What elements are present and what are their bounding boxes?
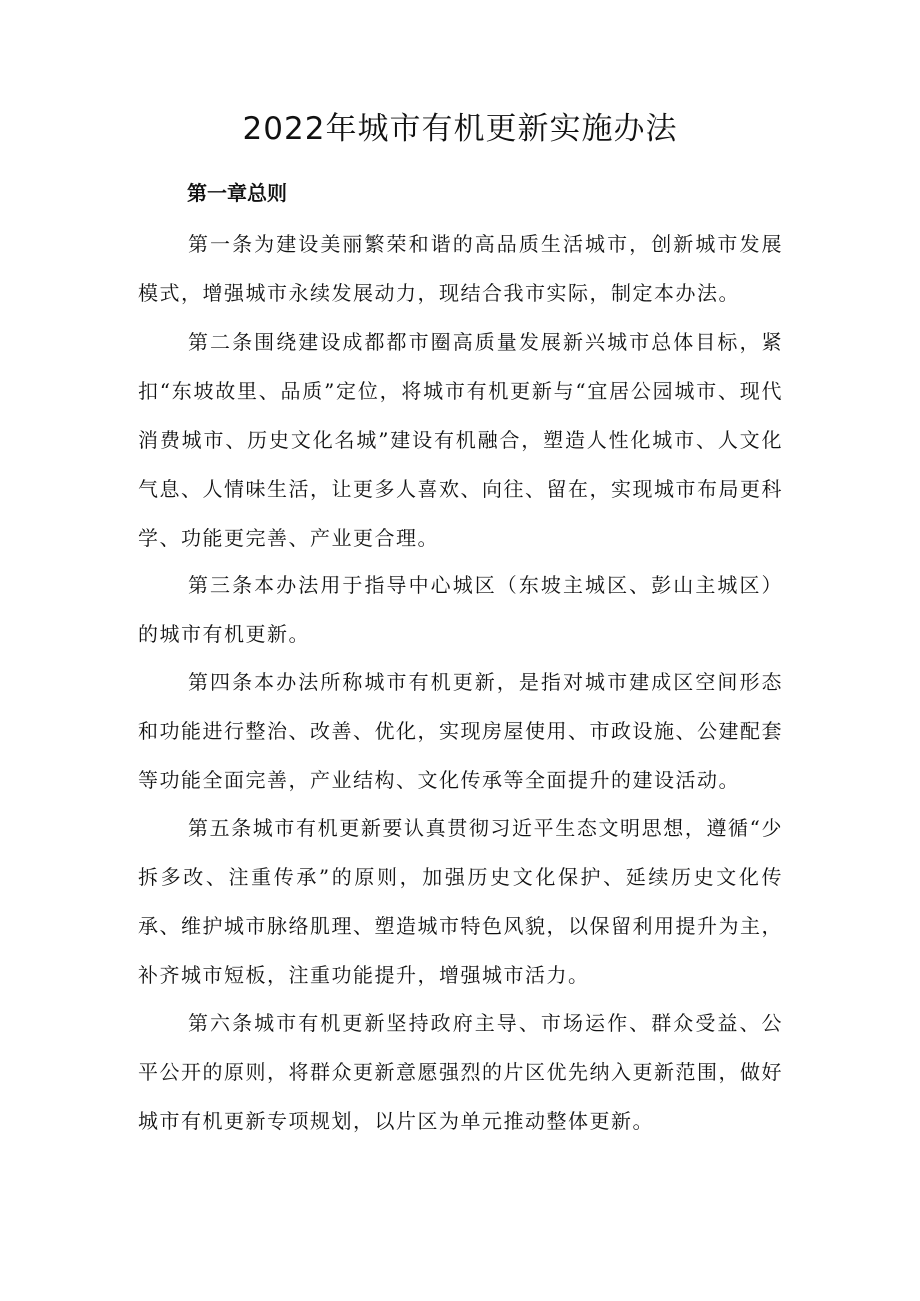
article-4: 第四条本办法所称城市有机更新，是指对城市建成区空间形态和功能进行整治、改善、优化，实现房屋使用、市政设施、公建配套等功能全面完善，产业结构、文化传承等全面提升的建设活动。 bbox=[138, 670, 783, 792]
article-3: 第三条本办法用于指导中心城区（东坡主城区、彭山主城区）的城市有机更新。 bbox=[138, 573, 783, 646]
article-5: 第五条城市有机更新要认真贯彻习近平生态文明思想，遵循“少拆多改、注重传承”的原则，加强历史文化保护、延续历史文化传承、维护城市脉络肌理、塑造城市特色风貌，以保留利用提升为主，补齐城市短板，注重功能提升，增强城市活力。 bbox=[138, 816, 783, 987]
document-title: 2022年城市有机更新实施办法 bbox=[242, 111, 678, 147]
article-2: 第二条围绕建设成都都市圈高质量发展新兴城市总体目标，紧扣“东坡故里、品质”定位，将城市有机更新与“宜居公园城市、现代消费城市、历史文化名城”建设有机融合，塑造人性化城市、人文化气息、人情味生活，让更多人喜欢、向往、留在，实现城市布局更科学、功能更完善、产业更合理。 bbox=[138, 330, 783, 550]
article-1: 第一条为建设美丽繁荣和谐的高品质生活城市，创新城市发展模式，增强城市永续发展动力，现结合我市实际，制定本办法。 bbox=[138, 232, 783, 305]
chapter-heading: 第一章总则 bbox=[187, 181, 287, 205]
article-6: 第六条城市有机更新坚持政府主导、市场运作、群众受益、公平公开的原则，将群众更新意愿强烈的片区优先纳入更新范围，做好城市有机更新专项规划，以片区为单元推动整体更新。 bbox=[138, 1011, 783, 1133]
